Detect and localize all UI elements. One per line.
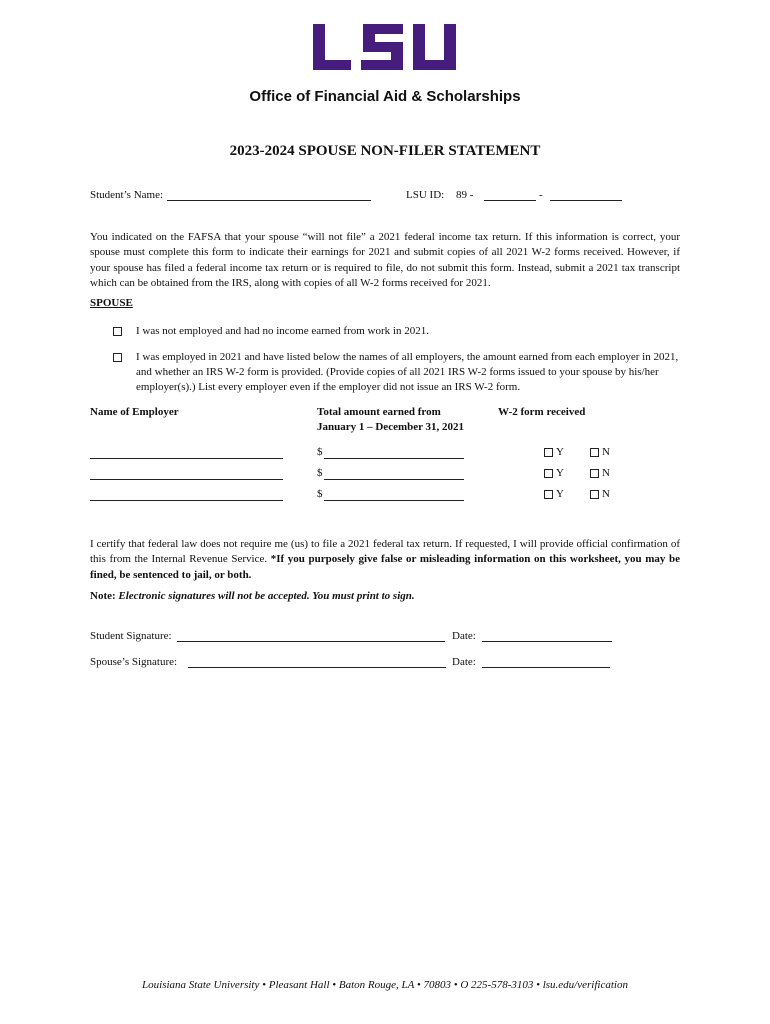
currency-1: $ (317, 446, 323, 458)
option-not-employed-checkbox[interactable] (113, 327, 122, 336)
lsu-id-part1-field[interactable] (484, 200, 536, 201)
w2-no-checkbox-3[interactable] (590, 490, 599, 499)
student-signature-field[interactable] (177, 641, 445, 642)
option-employed-label: I was employed in 2021 and have listed below the names of all employers, the amount earned from each employer in 2021, and whether an IRS W-2 form is provided. (Provide copies of all 2021 IRS W-2 forms issued to your spouse by his/her employer(s).) List every employer even if the employer did not issue an IRS W-2 form. (136, 351, 679, 393)
form-title: 2023-2024 SPOUSE NON-FILER STATEMENT (229, 143, 541, 159)
option-employed-checkbox[interactable] (113, 353, 122, 362)
certification-warning: *If you purposely give false or misleading information on this worksheet, you may be fined, be sentenced to jail, or both. (90, 553, 680, 581)
currency-3: $ (317, 488, 323, 500)
student-name-field[interactable] (167, 200, 371, 201)
w2-yes-checkbox-2[interactable] (544, 469, 553, 478)
note-text: Electronic signatures will not be accepted. You must print to sign. (118, 590, 415, 602)
spouse-date-field[interactable] (482, 667, 610, 668)
col-amount-header-line2: January 1 – December 31, 2021 (317, 421, 465, 433)
spouse-signature-field[interactable] (188, 667, 446, 668)
lsu-id-separator: - (539, 189, 543, 201)
w2-yes-label-2: Y (556, 467, 564, 479)
lsu-id-label: LSU ID: (406, 189, 445, 201)
amount-field-3[interactable] (324, 500, 464, 501)
lsu-logo (311, 22, 458, 72)
col-amount-header-line1: Total amount earned from (317, 406, 441, 418)
spouse-date-label: Date: (452, 656, 476, 668)
w2-no-checkbox-1[interactable] (590, 448, 599, 457)
w2-no-checkbox-2[interactable] (590, 469, 599, 478)
certification-paragraph (90, 537, 680, 583)
col-w2-header: W-2 form received (498, 406, 586, 418)
currency-2: $ (317, 467, 323, 479)
amount-field-1[interactable] (324, 458, 464, 459)
certification-text: I certify that federal law does not require me (us) to file a 2021 federal tax return. If requested, I will provide official confirmation of this from the Internal Revenue Service. (90, 538, 680, 566)
employer-field-1[interactable] (90, 458, 283, 459)
employer-field-2[interactable] (90, 479, 283, 480)
amount-field-2[interactable] (324, 479, 464, 480)
employer-field-3[interactable] (90, 500, 283, 501)
col-employer-header: Name of Employer (90, 406, 179, 418)
footer-address: Louisiana State University • Pleasant Hall • Baton Rouge, LA • 70803 • O 225-578-3103 • lsu.edu/verification (142, 979, 628, 991)
w2-no-label-2: N (602, 467, 610, 479)
lsu-id-prefix: 89 - (456, 189, 474, 201)
student-signature-label: Student Signature: (90, 630, 172, 642)
office-name: Office of Financial Aid & Scholarships (249, 88, 521, 105)
lsu-id-part2-field[interactable] (550, 200, 622, 201)
intro-paragraph: You indicated on the FAFSA that your spouse “will not file” a 2021 federal income tax return. If this information is correct, your spouse must complete this form to indicate their earnings for 2021 and submit copies of all 2021 W-2 forms received. However, if your spouse has filed a federal income tax return or is required to file, do not submit this form. Instead, submit a 2021 tax transcript which can be obtained from the IRS, along with copies of all W-2 forms received for 2021. (90, 231, 680, 289)
w2-yes-checkbox-1[interactable] (544, 448, 553, 457)
w2-yes-checkbox-3[interactable] (544, 490, 553, 499)
w2-no-label-1: N (602, 446, 610, 458)
spouse-heading: SPOUSE (90, 297, 133, 309)
student-name-label: Student’s Name: (90, 189, 164, 201)
w2-yes-label-3: Y (556, 488, 564, 500)
spouse-signature-label: Spouse’s Signature: (90, 656, 178, 668)
w2-no-label-3: N (602, 488, 610, 500)
w2-yes-label-1: Y (556, 446, 564, 458)
note-label: Note: (90, 590, 119, 602)
student-date-field[interactable] (482, 641, 612, 642)
option-not-employed-label: I was not employed and had no income earned from work in 2021. (136, 325, 429, 337)
student-date-label: Date: (452, 630, 476, 642)
note (90, 590, 415, 602)
